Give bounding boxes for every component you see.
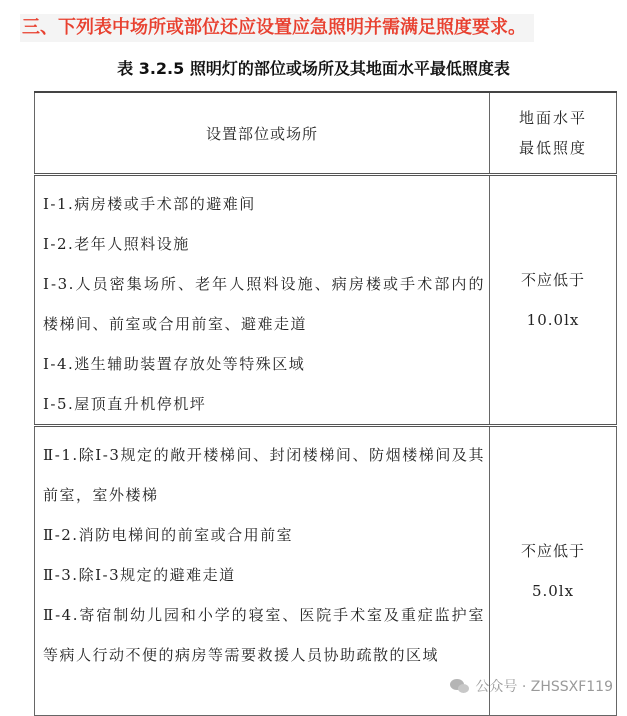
list-item: Ⅱ-3.除Ⅰ-3规定的避难走道 <box>43 566 236 584</box>
table-caption: 表 3.2.5 照明灯的部位或场所及其地面水平最低照度表 <box>117 59 510 78</box>
list-item: Ⅰ-2.老年人照料设施 <box>43 235 190 253</box>
group-2-value-line2: 5.0lx <box>531 582 575 600</box>
list-item: Ⅱ-4.寄宿制幼儿园和小学的寝室、医院手术室及重症监护室等病人行动不便的病房等需要救援人员协助疏散的区域 <box>43 606 485 664</box>
group-2-items <box>35 426 490 716</box>
watermark-text: 公众号 · ZHSSXF119 <box>475 679 613 695</box>
group-1-value-line1: 不应低于 <box>520 271 585 289</box>
header-location: 设置部位或场所 <box>35 92 490 175</box>
group-1-items <box>35 175 490 426</box>
table-row-group-1 <box>35 175 617 426</box>
group-2-illuminance <box>490 426 617 716</box>
list-item: Ⅰ-3.人员密集场所、老年人照料设施、病房楼或手术部内的楼梯间、前室或合用前室、避难走道 <box>43 275 485 333</box>
illuminance-table <box>34 91 617 716</box>
wechat-icon <box>450 678 470 694</box>
list-item: Ⅱ-2.消防电梯间的前室或合用前室 <box>43 526 294 544</box>
watermark <box>450 676 613 696</box>
table-row-group-2 <box>35 426 617 716</box>
list-item: Ⅱ-1.除Ⅰ-3规定的敞开楼梯间、封闭楼梯间、防烟楼梯间及其前室，室外楼梯 <box>43 446 485 504</box>
table-header-row <box>35 92 617 175</box>
list-item: Ⅰ-1.病房楼或手术部的避难间 <box>43 195 256 213</box>
header-illuminance-line1: 地面水平 <box>518 109 587 127</box>
header-illuminance-line2: 最低照度 <box>518 139 587 157</box>
group-2-value-line1: 不应低于 <box>520 542 585 560</box>
section-heading: 三、下列表中场所或部位还应设置应急照明并需满足照度要求。 <box>20 14 534 42</box>
list-item: Ⅰ-4.逃生辅助装置存放处等特殊区域 <box>43 355 306 373</box>
list-item: Ⅰ-5.屋顶直升机停机坪 <box>43 395 207 413</box>
group-1-value-line2: 10.0lx <box>526 311 580 329</box>
header-illuminance <box>490 92 617 175</box>
group-1-illuminance <box>490 175 617 426</box>
